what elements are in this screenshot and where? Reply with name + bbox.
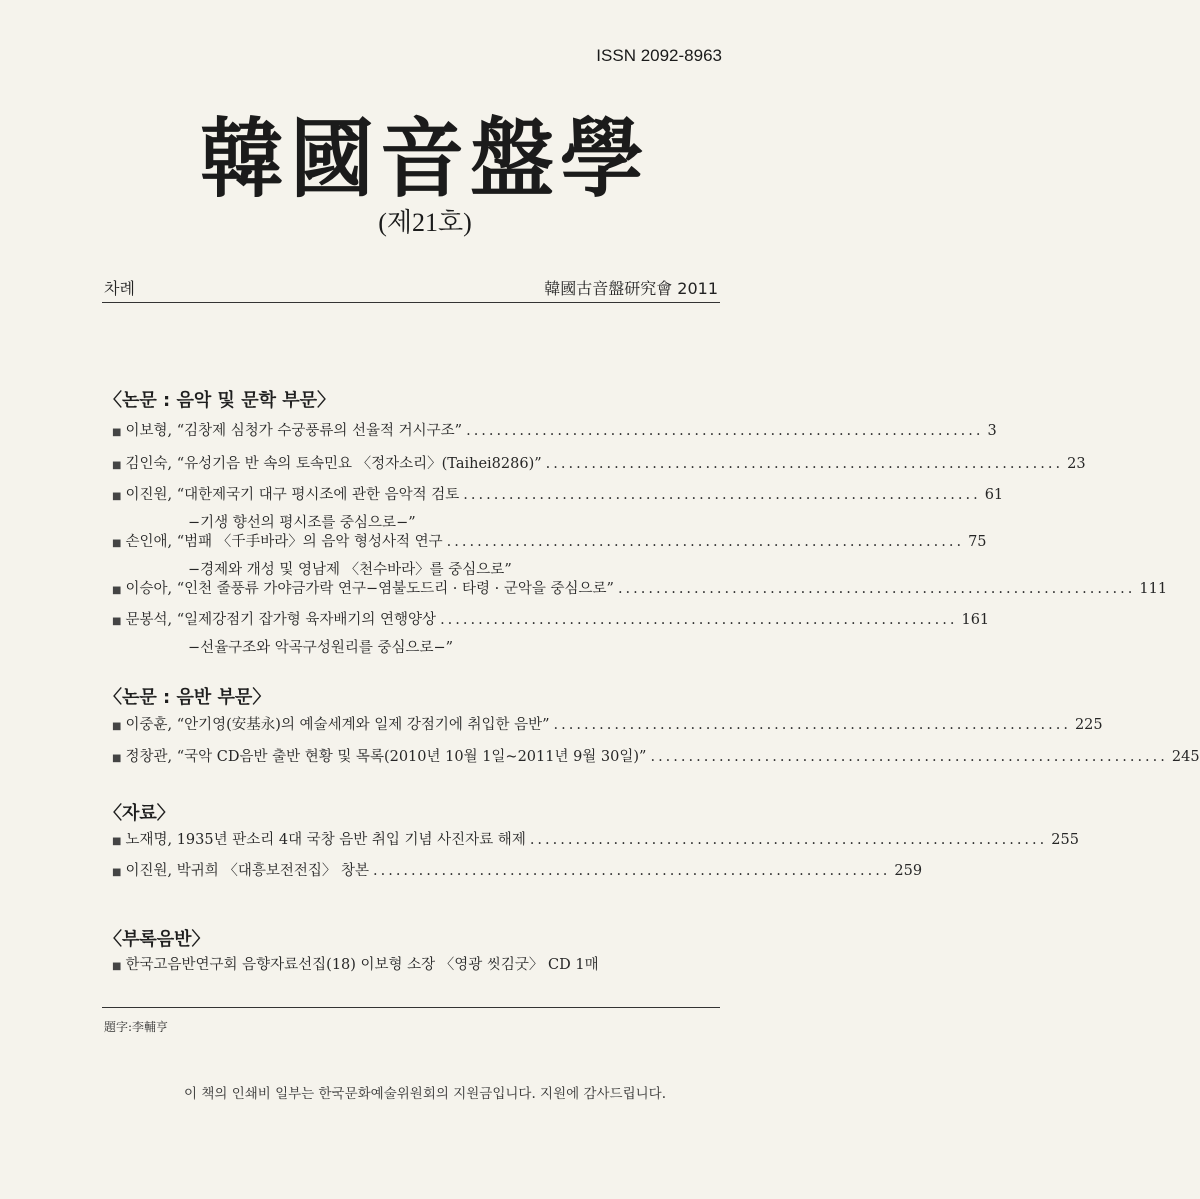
bullet-icon: ■ bbox=[112, 585, 122, 596]
toc-entry[interactable] bbox=[112, 529, 987, 583]
entry-page: 259 bbox=[894, 863, 923, 879]
toc-entry[interactable] bbox=[112, 418, 997, 446]
entry-text: 김인숙, “유성기음 반 속의 토속민요 〈정자소리〉(Taihei8286)” bbox=[125, 456, 542, 472]
toc-entry[interactable] bbox=[112, 482, 1004, 536]
toc-label: 차례 bbox=[104, 279, 135, 298]
section-title-records: 〈논문 : 음반 부문〉 bbox=[104, 687, 271, 708]
issue-number: (제21호) bbox=[378, 208, 472, 237]
entry-text: 이진원, 박귀희 〈대흥보전전집〉 창본 bbox=[125, 863, 369, 879]
bullet-icon: ■ bbox=[112, 616, 122, 627]
calligraphy-credit: 題字:李輔亨 bbox=[104, 1020, 169, 1034]
entry-page: 255 bbox=[1051, 832, 1079, 848]
leader-dots: .................................................................... bbox=[545, 456, 1064, 472]
entry-page: 245 bbox=[1171, 749, 1200, 765]
entry-subtitle: −선율구조와 악곡구성원리를 중심으로−” bbox=[188, 640, 454, 656]
entry-subtitle: −경제와 개성 및 영남제 〈천수바라〉를 중심으로” bbox=[188, 562, 512, 578]
bullet-icon: ■ bbox=[112, 867, 122, 878]
entry-page: 111 bbox=[1139, 581, 1168, 597]
entry-page: 75 bbox=[968, 534, 987, 550]
toc-entry[interactable] bbox=[112, 451, 1086, 479]
leader-dots: .................................................................... bbox=[617, 581, 1136, 597]
entry-text: 이보형, “김창제 심청가 수궁풍류의 선율적 거시구조” bbox=[125, 423, 463, 439]
bullet-icon: ■ bbox=[112, 721, 122, 732]
toc-entry[interactable] bbox=[112, 712, 1103, 740]
header-divider bbox=[102, 302, 720, 303]
bullet-icon: ■ bbox=[112, 538, 122, 549]
entry-text: 이중훈, “안기영(安基永)의 예술세계와 일제 강점기에 취입한 음반” bbox=[125, 717, 550, 733]
toc-entry[interactable] bbox=[112, 952, 724, 980]
section-title-music-literature: 〈논문 : 음악 및 문학 부문〉 bbox=[104, 390, 336, 411]
bullet-icon: ■ bbox=[112, 460, 122, 471]
leader-dots: .................................................................... bbox=[553, 717, 1071, 733]
entry-text: 문봉석, “일제강점기 잡가형 육자배기의 연행양상 bbox=[125, 612, 437, 628]
footer-divider bbox=[102, 1007, 720, 1008]
entry-page: 3 bbox=[987, 423, 997, 439]
issn-number: ISSN 2092-8963 bbox=[596, 46, 722, 65]
toc-entry[interactable] bbox=[112, 827, 1079, 855]
leader-dots: .................................................................... bbox=[440, 612, 958, 628]
toc-entry[interactable] bbox=[112, 576, 1168, 604]
leader-dots: .................................................................... bbox=[463, 487, 981, 503]
leader-dots: .................................................................... bbox=[373, 863, 891, 879]
leader-dots: .................................................................... bbox=[466, 423, 984, 439]
toc-entry[interactable] bbox=[112, 607, 990, 661]
entry-page: 23 bbox=[1067, 456, 1086, 472]
leader-dots: .................................................................... bbox=[529, 832, 1048, 848]
bullet-icon: ■ bbox=[112, 961, 122, 972]
publisher: 韓國古音盤研究會 2011 bbox=[544, 279, 718, 298]
entry-text: 한국고음반연구회 음향자료선집(18) 이보형 소장 〈영광 씻김굿〉 CD 1매 bbox=[125, 957, 599, 973]
funding-notice: 이 책의 인쇄비 일부는 한국문화예술위원회의 지원금입니다. 지원에 감사드립니다. bbox=[183, 1086, 666, 1102]
entry-text: 손인애, “범패 〈千手바라〉의 음악 형성사적 연구 bbox=[125, 534, 443, 550]
bullet-icon: ■ bbox=[112, 836, 122, 847]
entry-text: 이승아, “인천 줄풍류 가야금가락 연구−염불도드리 · 타령 · 군악을 중심으로” bbox=[125, 581, 614, 597]
entry-page: 225 bbox=[1074, 717, 1103, 733]
section-title-appendix: 〈부록음반〉 bbox=[104, 929, 210, 950]
toc-entry[interactable] bbox=[112, 858, 923, 886]
entry-text: 이진원, “대한제국기 대구 평시조에 관한 음악적 검토 bbox=[125, 487, 460, 503]
section-title-materials: 〈자료〉 bbox=[104, 803, 175, 824]
bullet-icon: ■ bbox=[112, 427, 122, 438]
leader-dots: .................................................................... bbox=[446, 534, 965, 550]
bullet-icon: ■ bbox=[112, 753, 122, 764]
entry-text: 정창관, “국악 CD음반 출반 현황 및 목록(2010년 10월 1일~2011년 9월 30일)” bbox=[125, 749, 647, 765]
entry-page: 161 bbox=[961, 612, 990, 628]
entry-page: 61 bbox=[984, 487, 1004, 503]
entry-subtitle: −기생 향선의 평시조를 중심으로−” bbox=[188, 515, 416, 531]
entry-text: 노재명, 1935년 판소리 4대 국창 음반 취입 기념 사진자료 해제 bbox=[125, 832, 526, 848]
bullet-icon: ■ bbox=[112, 491, 122, 502]
toc-entry[interactable] bbox=[112, 744, 1200, 772]
leader-dots: .................................................................... bbox=[650, 749, 1168, 765]
journal-title: 韓國音盤學 bbox=[199, 108, 650, 210]
